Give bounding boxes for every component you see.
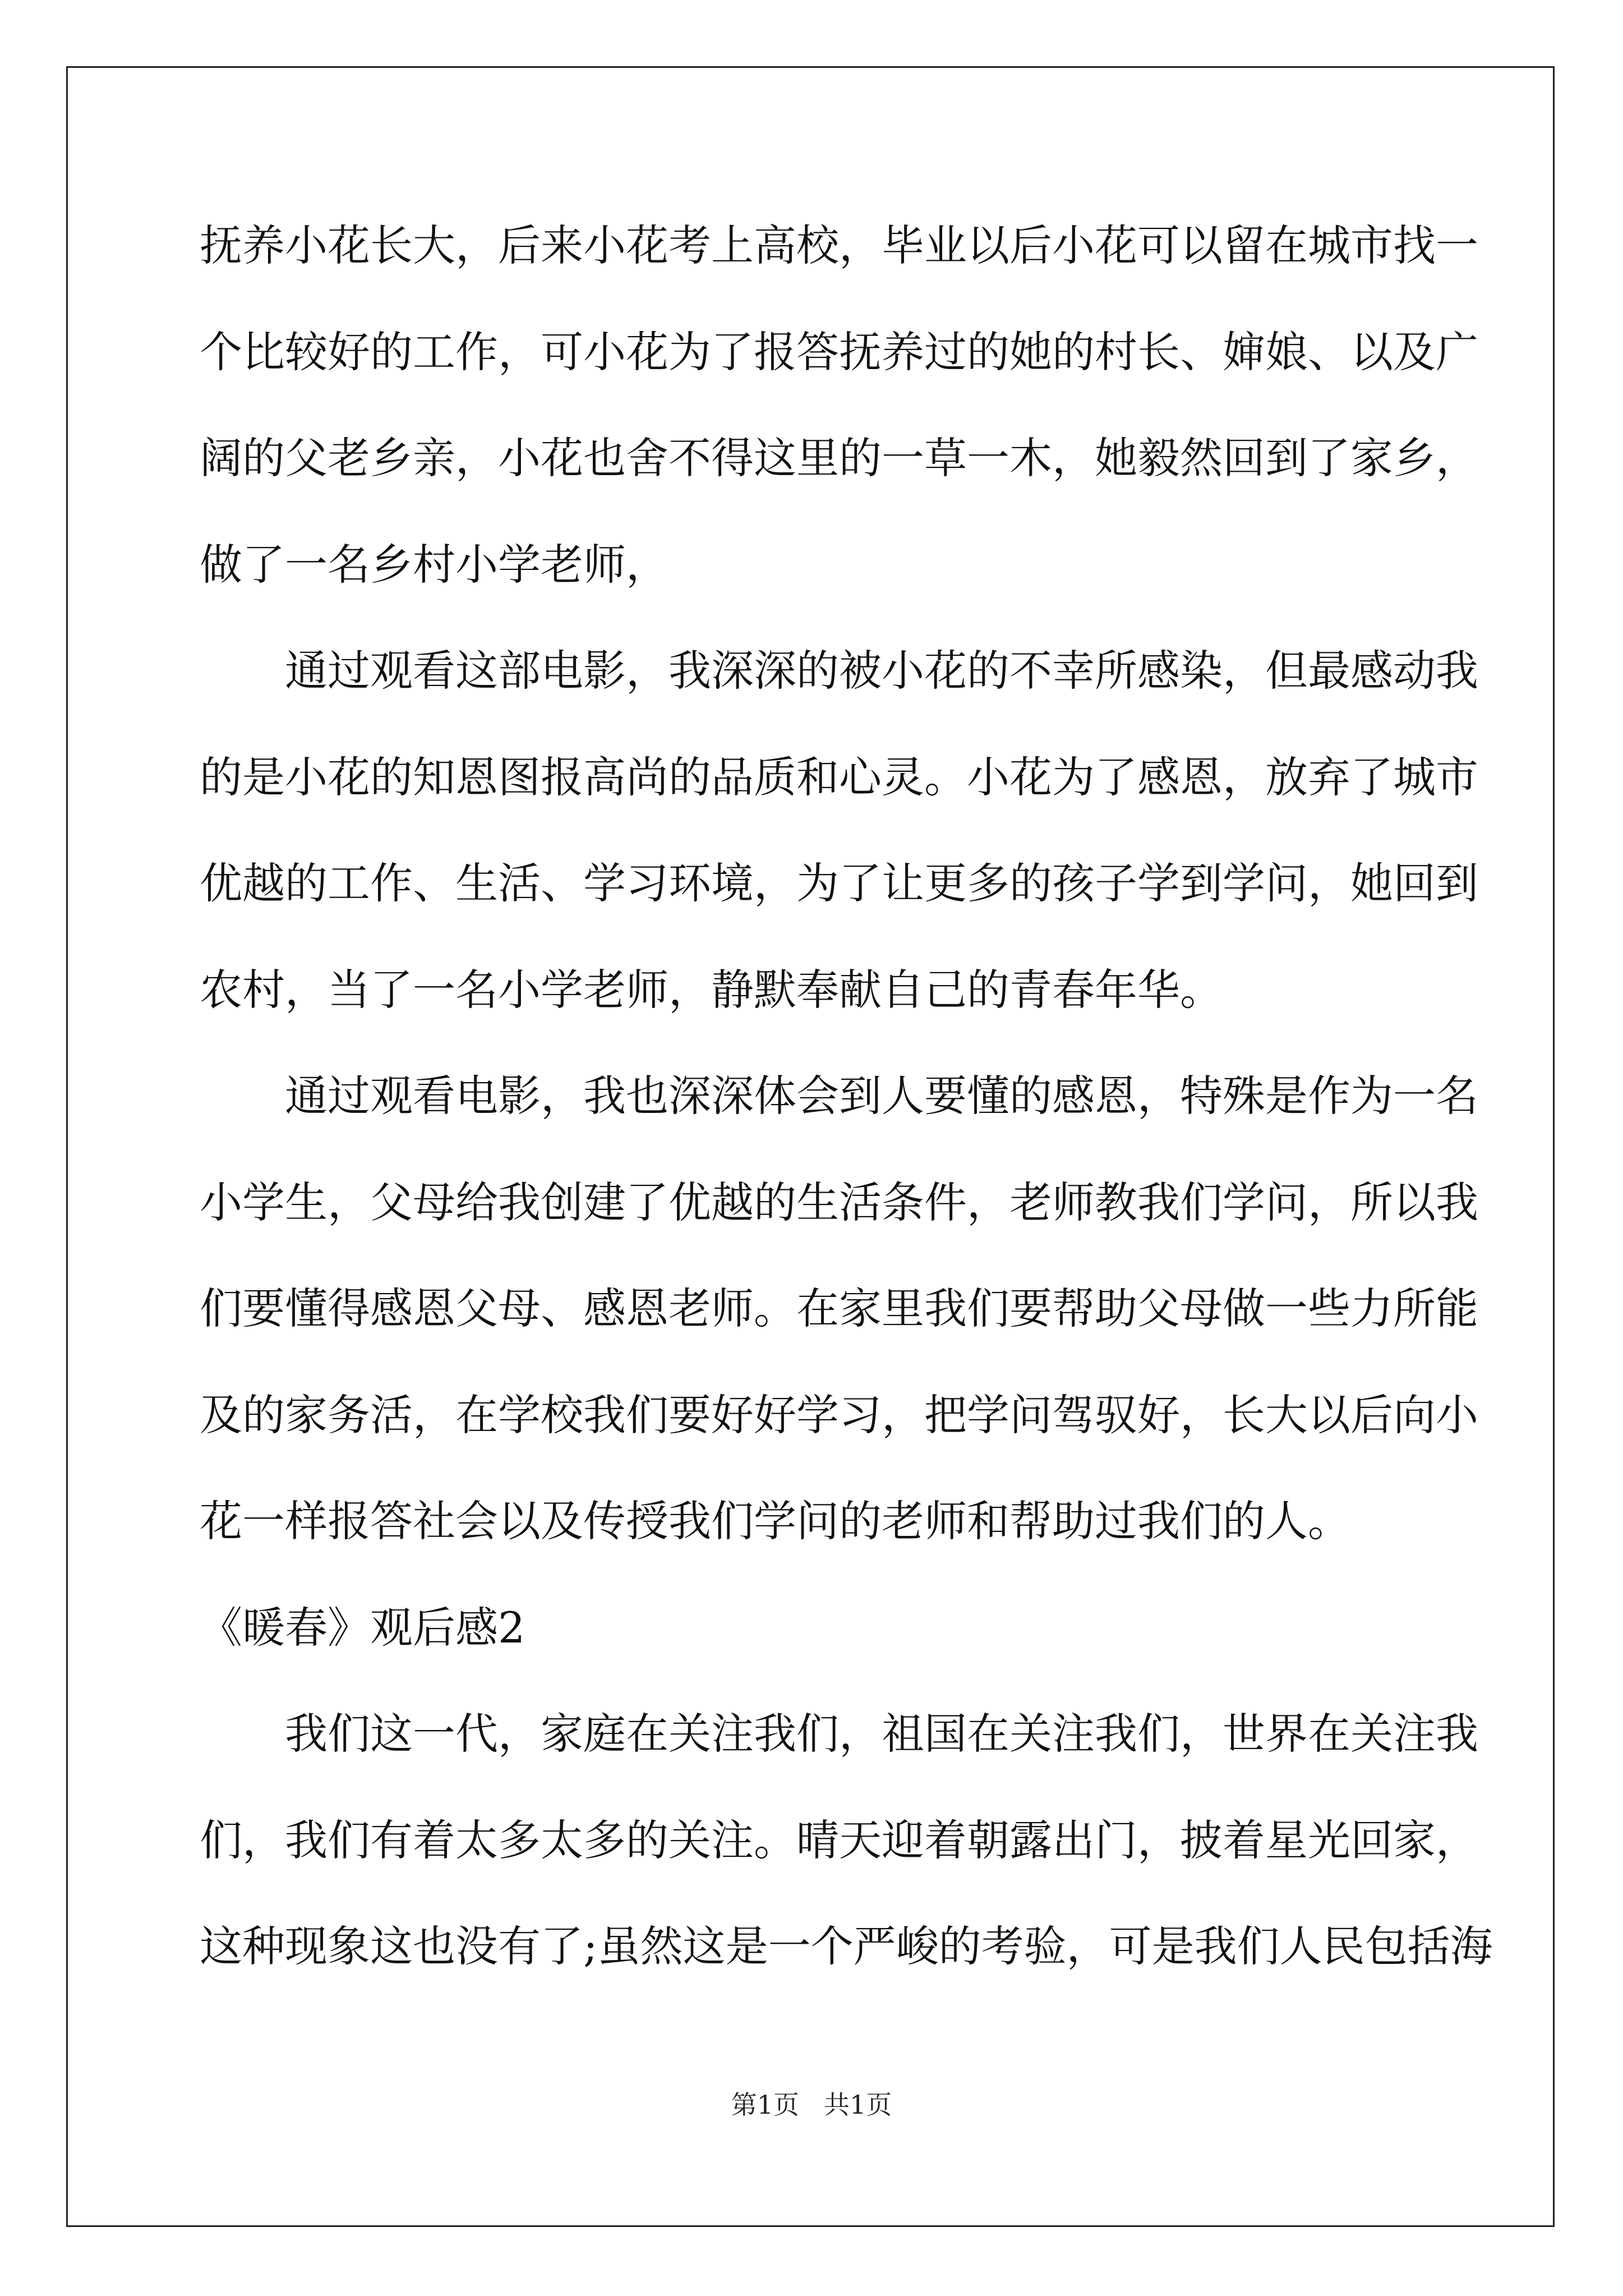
text-line: 花一样报答社会以及传授我们学问的老师和帮助过我们的人。 xyxy=(200,1496,1350,1546)
text-line: 做了一名乡村小学老师， xyxy=(200,540,668,590)
text-line: 及的家务活，在学校我们要好好学习，把学问驾驭好，长大以后向小 xyxy=(200,1390,1478,1440)
text-line: 们，我们有着太多太多的关注。晴天迎着朝露出门，披着星光回家， xyxy=(200,1815,1478,1865)
text-line: 的是小花的知恩图报高尚的品质和心灵。小花为了感恩，放弃了城市 xyxy=(200,752,1478,802)
page-border xyxy=(66,66,1555,2227)
text-line: 我们这一代，家庭在关注我们，祖国在关注我们，世界在关注我 xyxy=(285,1709,1478,1759)
text-line: 这种现象这也没有了;虽然这是一个严峻的考验，可是我们人民包括海 xyxy=(200,1921,1493,1971)
text-line: 优越的工作、生活、学习环境，为了让更多的孩子学到学问，她回到 xyxy=(200,858,1478,908)
page-number: 第1页 xyxy=(731,2090,800,2120)
page-footer xyxy=(0,2088,1623,2122)
text-line: 阔的父老乡亲，小花也舍不得这里的一草一木，她毅然回到了家乡， xyxy=(200,433,1478,483)
page-total: 共1页 xyxy=(823,2090,892,2120)
text-line: 个比较好的工作，可小花为了报答抚养过的她的村长、婶娘、以及广 xyxy=(200,327,1478,377)
text-line: 通过观看这部电影，我深深的被小花的不幸所感染，但最感动我 xyxy=(285,646,1478,696)
text-line: 小学生，父母给我创建了优越的生活条件，老师教我们学问，所以我 xyxy=(200,1177,1478,1227)
text-line: 抚养小花长大，后来小花考上高校，毕业以后小花可以留在城市找一 xyxy=(200,220,1478,270)
text-line: 农村，当了一名小学老师，静默奉献自己的青春年华。 xyxy=(200,965,1223,1015)
text-line: 通过观看电影，我也深深体会到人要懂的感恩，特殊是作为一名 xyxy=(285,1071,1478,1121)
text-line: 们要懂得感恩父母、感恩老师。在家里我们要帮助父母做一些力所能 xyxy=(200,1283,1478,1333)
section-heading: 《暖春》观后感2 xyxy=(200,1603,525,1653)
